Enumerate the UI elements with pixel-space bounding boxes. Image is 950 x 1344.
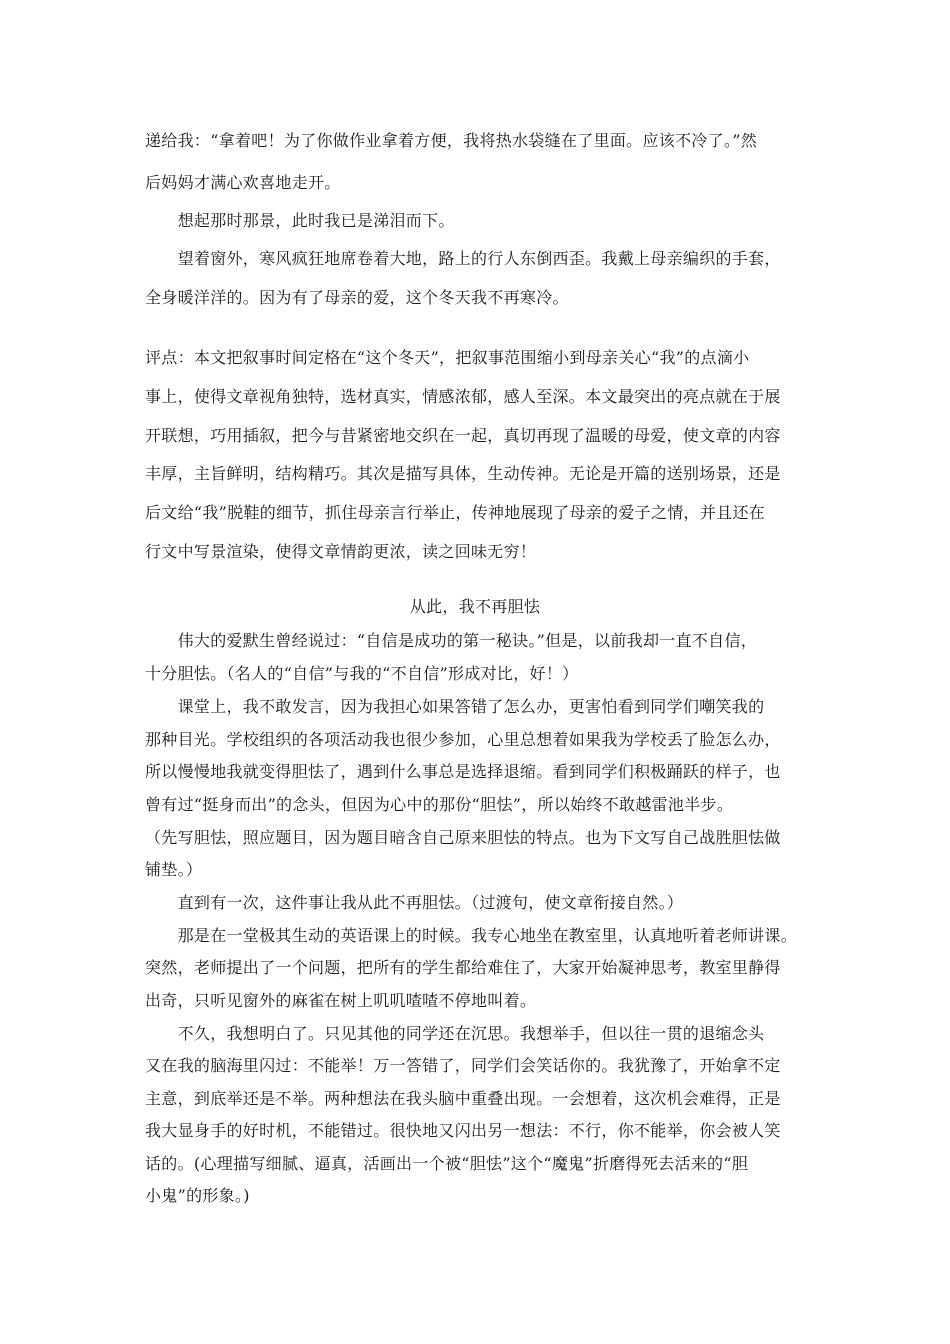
essay2-line: 突然，老师提出了一个问题，把所有的学生都给难住了，大家开始凝神思考，教室里静得 <box>145 958 781 977</box>
essay2-line: 小鬼”的形象。) <box>145 1186 250 1205</box>
comment-line: 评点：本文把叙事时间定格在“这个冬天”，把叙事范围缩小到母亲关心“我”的点滴小 <box>145 348 750 367</box>
essay2-line: 铺垫。） <box>145 860 203 879</box>
essay1-line: 全身暖洋洋的。因为有了母亲的爱，这个冬天我不再寒冷。 <box>145 288 569 307</box>
essay1-line: 后妈妈才满心欢喜地走开。 <box>145 173 341 192</box>
comment-line: 开联想，巧用插叙，把今与昔紧密地交织在一起，真切再现了温暖的母爱，使文章的内容 <box>145 426 781 445</box>
essay2-line: 课堂上，我不敢发言，因为我担心如果答错了怎么办，更害怕看到同学们嘲笑我的 <box>145 697 765 716</box>
essay2-line: 主意，到底举还是不举。两种想法在我头脑中重叠出现。一会想着，这次机会难得，正是 <box>145 1089 781 1108</box>
essay2-line: 我大显身手的好时机，不能错过。很快地又闪出另一想法：不行，你不能举，你会被人笑 <box>145 1121 781 1140</box>
essay2-line: 又在我的脑海里闪过：不能举！万一答错了，同学们会笑话你的。我犹豫了，开始拿不定 <box>145 1056 781 1075</box>
comment-line: 后文给“我”脱鞋的细节，抓住母亲言行举止，传神地展现了母亲的爱子之情，并且还在 <box>145 503 766 522</box>
comment-line: 行文中写景渲染，使得文章情韵更浓，读之回味无穷！ <box>145 542 537 561</box>
essay1-line: 递给我：“拿着吧！为了你做作业拿着方便，我将热水袋缝在了里面。应该不冷了。”然 <box>145 131 758 150</box>
essay2-line: 十分胆怯。（名人的“自信”与我的“不自信”形成对比，好！） <box>145 664 579 683</box>
essay2-line: 直到有一次，这件事让我从此不再胆怯。（过渡句，使文章衔接自然。） <box>145 893 684 912</box>
essay2-line: 话的。(心理描写细腻、逼真，活画出一个被“胆怯”这个“魔鬼”折磨得死去活来的“胆 <box>145 1154 749 1173</box>
essay2-title: 从此，我不再胆怯 <box>409 597 541 616</box>
essay2-line: 伟大的爱默生曾经说过：“自信是成功的第一秘诀。”但是，以前我却一直不自信， <box>145 631 758 650</box>
comment-line: 事上，使得文章视角独特，选材真实，情感浓郁，感人至深。本文最突出的亮点就在于展 <box>145 387 781 406</box>
essay1-line: 想起那时那景，此时我已是涕泪而下。 <box>145 211 455 230</box>
comment-line: 丰厚，主旨鲜明，结构精巧。其次是描写具体，生动传神。无论是开篇的送别场景，还是 <box>145 464 781 483</box>
essay2-line: （先写胆怯，照应题目，因为题目暗含自己原来胆怯的特点。也为下文写自己战胜胆怯做 <box>145 828 781 847</box>
essay2-line: 不久，我想明白了。只见其他的同学还在沉思。我想举手，但以往一贯的退缩念头 <box>145 1024 765 1043</box>
essay2-line: 出奇，只听见窗外的麻雀在树上叽叽喳喳不停地叫着。 <box>145 991 537 1010</box>
essay1-line: 望着窗外，寒风疯狂地席卷着大地，路上的行人东倒西歪。我戴上母亲编织的手套， <box>145 249 781 268</box>
essay2-line: 曾有过“挺身而出”的念头，但因为心中的那份“胆怯”，所以始终不敢越雷池半步。 <box>145 795 734 814</box>
essay2-line: 所以慢慢地我就变得胆怯了，遇到什么事总是选择退缩。看到同学们积极踊跃的样子，也 <box>145 762 781 781</box>
essay2-line: 那是在一堂极其生动的英语课上的时候。我专心地坐在教室里，认真地听着老师讲课。 <box>145 926 798 945</box>
essay2-line: 那种目光。学校组织的各项活动我也很少参加，心里总想着如果我为学校丢了脸怎么办， <box>145 730 781 749</box>
